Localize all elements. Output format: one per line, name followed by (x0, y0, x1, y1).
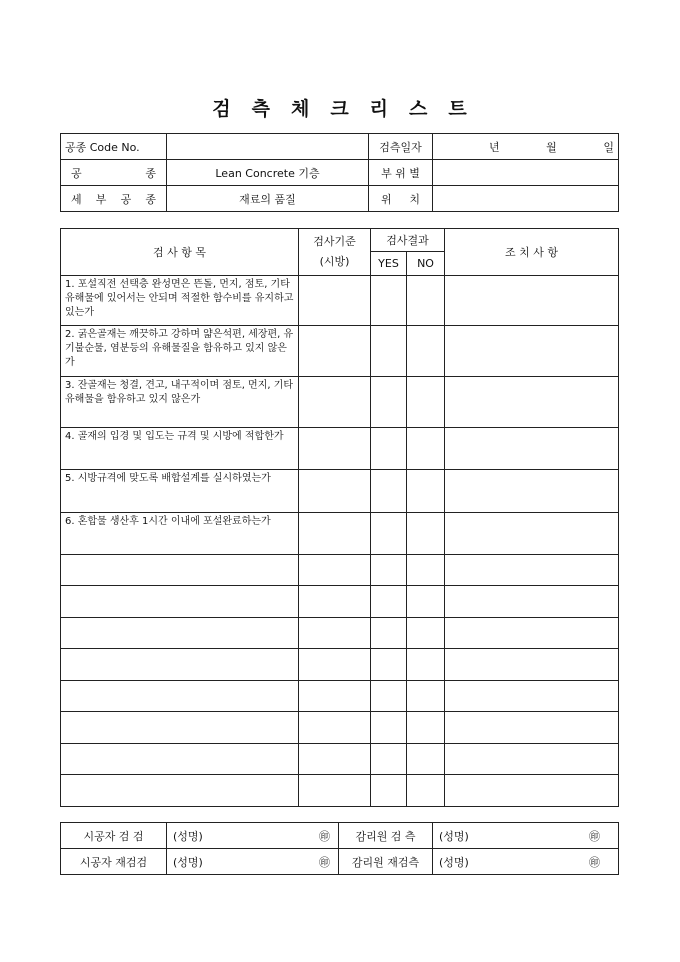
page-title (0, 94, 680, 121)
criteria-cell[interactable] (299, 744, 371, 775)
empty-item-cell[interactable] (61, 712, 299, 744)
type-label-b: 종 (145, 166, 156, 180)
criteria-cell[interactable] (299, 326, 371, 377)
yes-cell[interactable] (371, 618, 407, 649)
criteria-header-2: (시방) (319, 255, 350, 268)
action-cell[interactable] (445, 513, 619, 555)
seal-mark: ㊞ (319, 855, 330, 869)
sub-label (61, 186, 167, 212)
action-cell[interactable] (445, 555, 619, 586)
title-char: 트 (448, 98, 468, 120)
date-month: 월 (546, 140, 557, 154)
no-cell[interactable] (407, 712, 445, 744)
empty-item-cell[interactable] (61, 775, 299, 807)
action-cell[interactable] (445, 276, 619, 326)
inspection-item: 5. 시방규격에 맞도록 배합설계를 실시하였는가 (61, 470, 299, 513)
criteria-cell[interactable] (299, 586, 371, 618)
action-cell[interactable] (445, 681, 619, 712)
item-header: 검 사 항 목 (61, 229, 299, 276)
action-cell[interactable] (445, 712, 619, 744)
yes-cell[interactable] (371, 744, 407, 775)
yes-cell[interactable] (371, 712, 407, 744)
date-value[interactable] (433, 134, 619, 160)
action-cell[interactable] (445, 326, 619, 377)
criteria-cell[interactable] (299, 681, 371, 712)
title-char: 리 (369, 98, 390, 120)
yes-cell[interactable] (371, 377, 407, 428)
contractor-check-sign[interactable] (167, 823, 339, 849)
yes-cell[interactable] (371, 555, 407, 586)
title-char: 스 (409, 98, 429, 120)
seal-mark: ㊞ (589, 829, 600, 843)
criteria-cell[interactable] (299, 649, 371, 681)
title-char: 검 (212, 98, 232, 120)
no-cell[interactable] (407, 555, 445, 586)
yes-header: YES (371, 252, 407, 276)
empty-item-cell[interactable] (61, 618, 299, 649)
action-cell[interactable] (445, 775, 619, 807)
inspection-item: 6. 혼합물 생산후 1시간 이내에 포설완료하는가 (61, 513, 299, 555)
no-cell[interactable] (407, 681, 445, 712)
inspection-item: 2. 굵은골재는 깨끗하고 강하며 얇은석편, 세장편, 유기불순물, 염분등의 유해물질을 함유하고 있지 않은가 (61, 326, 299, 377)
no-cell[interactable] (407, 377, 445, 428)
action-cell[interactable] (445, 744, 619, 775)
yes-cell[interactable] (371, 428, 407, 470)
sub-label-char: 세 (71, 192, 82, 206)
result-header: 검사결과 (371, 229, 445, 252)
action-cell[interactable] (445, 377, 619, 428)
supervisor-recheck-sign[interactable] (433, 849, 619, 875)
no-cell[interactable] (407, 744, 445, 775)
action-cell[interactable] (445, 470, 619, 513)
loc-label-b: 치 (409, 192, 420, 206)
loc-value[interactable] (433, 186, 619, 212)
contractor-check-label: 시공자 검 검 (61, 823, 167, 849)
seal-mark: ㊞ (319, 829, 330, 843)
code-value[interactable] (167, 134, 369, 160)
yes-cell[interactable] (371, 513, 407, 555)
inspection-item: 1. 포설직전 선택층 완성면은 뜬돌, 먼지, 점토, 기타 유해물에 있어서는 안되며 적절한 함수비를 유지하고 있는가 (61, 276, 299, 326)
criteria-cell[interactable] (299, 618, 371, 649)
action-cell[interactable] (445, 649, 619, 681)
no-cell[interactable] (407, 649, 445, 681)
action-header: 조 치 사 항 (445, 229, 619, 276)
sub-value[interactable]: 재료의 품질 (167, 186, 369, 212)
empty-item-cell[interactable] (61, 681, 299, 712)
title-char: 체 (290, 98, 311, 120)
yes-cell[interactable] (371, 326, 407, 377)
no-cell[interactable] (407, 618, 445, 649)
inspection-item: 3. 잔골재는 청결, 견고, 내구적이며 점토, 먼지, 기타 유해물을 함유하고 있지 않은가 (61, 377, 299, 428)
empty-item-cell[interactable] (61, 744, 299, 775)
type-value[interactable]: Lean Concrete 기층 (167, 160, 369, 186)
title-char: 크 (330, 98, 350, 120)
loc-label (369, 186, 433, 212)
sub-label-char: 부 (95, 192, 107, 206)
inspection-item: 4. 골재의 입경 및 입도는 규격 및 시방에 적합한가 (61, 428, 299, 470)
empty-item-cell[interactable] (61, 586, 299, 618)
yes-cell[interactable] (371, 586, 407, 618)
action-cell[interactable] (445, 428, 619, 470)
seal-mark: ㊞ (589, 855, 600, 869)
empty-item-cell[interactable] (61, 649, 299, 681)
criteria-cell[interactable] (299, 276, 371, 326)
criteria-cell[interactable] (299, 775, 371, 807)
code-label: 공종 Code No. (61, 134, 167, 160)
date-day: 일 (603, 140, 614, 154)
signature-table (60, 822, 619, 875)
type-label (61, 160, 167, 186)
type-label-a: 공 (71, 166, 82, 180)
loc-label-a: 위 (381, 192, 392, 206)
criteria-cell[interactable] (299, 428, 371, 470)
criteria-cell[interactable] (299, 377, 371, 428)
supervisor-recheck-label: 감리원 재검측 (339, 849, 433, 875)
criteria-cell[interactable] (299, 712, 371, 744)
no-cell[interactable] (407, 470, 445, 513)
supervisor-check-sign[interactable] (433, 823, 619, 849)
sign-name-label: (성명) (173, 855, 203, 869)
sign-name-label: (성명) (439, 855, 469, 869)
contractor-recheck-label: 시공자 재검검 (61, 849, 167, 875)
yes-cell[interactable] (371, 470, 407, 513)
criteria-cell[interactable] (299, 470, 371, 513)
no-cell[interactable] (407, 775, 445, 807)
sign-name-label: (성명) (439, 829, 469, 843)
criteria-cell[interactable] (299, 513, 371, 555)
sub-label-char: 공 (120, 192, 132, 206)
part-value[interactable] (433, 160, 619, 186)
criteria-cell[interactable] (299, 555, 371, 586)
criteria-header (299, 229, 371, 276)
no-cell[interactable] (407, 276, 445, 326)
yes-cell[interactable] (371, 649, 407, 681)
sub-label-char: 종 (145, 192, 156, 206)
no-header: NO (407, 252, 445, 276)
part-label: 부 위 별 (369, 160, 433, 186)
yes-cell[interactable] (371, 276, 407, 326)
no-cell[interactable] (407, 586, 445, 618)
header-table (60, 133, 619, 212)
action-cell[interactable] (445, 618, 619, 649)
no-cell[interactable] (407, 513, 445, 555)
criteria-header-1: 검사기준 (313, 235, 356, 248)
no-cell[interactable] (407, 326, 445, 377)
contractor-recheck-sign[interactable] (167, 849, 339, 875)
sign-name-label: (성명) (173, 829, 203, 843)
date-label: 검측일자 (369, 134, 433, 160)
inspection-table (60, 228, 619, 807)
yes-cell[interactable] (371, 775, 407, 807)
yes-cell[interactable] (371, 681, 407, 712)
action-cell[interactable] (445, 586, 619, 618)
empty-item-cell[interactable] (61, 555, 299, 586)
title-char: 측 (251, 98, 271, 120)
supervisor-check-label: 감리원 검 측 (339, 823, 433, 849)
no-cell[interactable] (407, 428, 445, 470)
date-year: 년 (489, 140, 500, 154)
